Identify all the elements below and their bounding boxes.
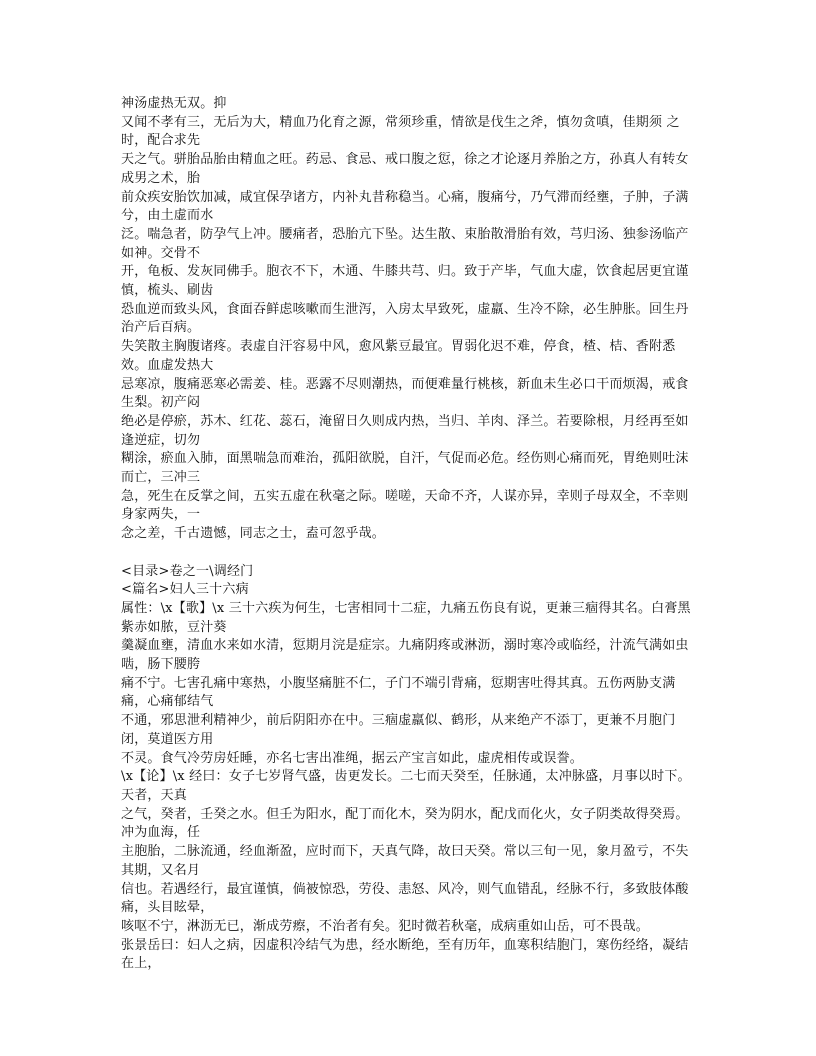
chapter-title: <篇名>妇人三十六病 [121,582,249,598]
text-line: 泛。喘急者，防孕气上冲。腰痛者，恐胎亢下坠。达生散、束胎散滑胎有效，芎归汤、独参汤临产如神。交骨不 [121,226,689,261]
text-line: 张景岳曰：妇人之病，因虚积冷结气为患，经水断绝，至有历年，血寒积结胞门，寒伤经络，凝结在上， [121,937,689,972]
catalog-heading: <目录>卷之一\调经门 [121,563,254,579]
text-line: 忌寒凉，腹痛恶寒必需姜、桂。恶露不尽则潮热，而便难量行桃核，新血未生必口干而烦渴，戒食生梨。初产闷 [121,376,689,411]
text-line: 绝必是停瘀，苏木、红花、蕊石，淹留日久则成内热，当归、羊肉、泽兰。若要除根，月经再至如逢逆症，切勿 [121,413,689,448]
text-line: 之气，癸者，壬癸之水。但壬为阳水，配丁而化木，癸为阴水，配戊而化火，女子阴类故得癸焉。冲为血海，任 [121,806,689,841]
document-page [121,95,699,974]
text-line: 羹凝血壅，清血水来如水清，愆期月浣是症宗。九痛阴疼或淋沥，溺时寒冷或临经，汁流气满如虫啮，肠下腰胯 [121,638,689,673]
text-section-thirty-six-diseases [121,563,699,974]
text-line: 开，龟板、发灰同佛手。胞衣不下，木通、牛膝共芎、归。致于产毕，气血大虚，饮食起居更宜谨慎，梳头、刷齿 [121,264,689,299]
text-line: 主胞胎，二脉流通，经血渐盈，应时而下，天真气降，故曰天癸。常以三旬一见，象月盈亏，不失其期，又名月 [121,844,689,878]
text-line: 属性：\x【歌】\x 三十六疾为何生，七害相同十二症，九痛五伤良有说，更兼三痼得其名。白膏黑紫赤如脓，豆汁葵 [121,600,691,635]
text-line: 痛不宁。七害孔痛中寒热，小腹坚痛脏不仁，子门不端引背痛，愆期害吐得其真。五伤两胁支满痛，心痛郁结气 [121,675,676,710]
text-line: 失笑散主胸腹诸疼。表虚自汗容易中风，愈风紫豆最宜。胃弱化迟不难，停食，楂、桔、香附悉效。血虚发热大 [121,339,676,373]
text-line: 糊涂，瘀血入肺，面黑喘急而难治，孤阳欲脱，自汗，气促而必危。经伤则心痛而死，胃绝则吐沫而亡，三冲三 [121,451,689,486]
text-line: 信也。若遇经行，最宜谨慎，倘被惊恐，劳役、恚怒、风冷，则气血错乱，经脉不行，多致肢体酸痛，头目眩晕， [121,881,689,916]
text-line: 又闻不孝有三，无后为大，精血乃化育之源，常须珍重，情欲是伐生之斧，慎勿贪嗔，佳期须 之时，配合求先 [121,114,680,149]
paragraph-gap [121,544,699,563]
text-line: 不灵。食气冷劳房妊睡，亦名七害出准绳，据云产宝言如此，虚虎相传或误誊。 [121,750,584,766]
text-line: 念之差，千古遗憾，同志之士，盍可忽乎哉。 [121,526,386,542]
text-line: 急，死生在反掌之间，五实五虚在秋毫之际。嗟嗟，天命不齐，人谋亦异，幸则子母双全，不幸则身家两失，一 [121,488,689,523]
text-line: 恐血逆而致头风，食面吞鲜虑咳嗽而生泄泻，入房太早致死，虚羸、生冷不除，必生肿胀。回生丹治产后百病。 [121,301,689,336]
text-line: 天之气。骈胎品胎由精血之旺。药忌、食忌、戒口腹之愆，徐之才论逐月养胎之方，孙真人有转女成男之术，胎 [121,152,689,186]
text-line: 不通，邪思泄利精神少，前后阴阳亦在中。三痼虚羸似、鹤形，从来绝产不添丁，更兼不月胞门闭，莫道医方用 [121,713,676,747]
text-line: 前众疾安胎饮加减，咸宜保孕诸方，内补丸昔称稳当。心痛，腹痛兮，乃气滞而经壅，子肿，子满兮，由土虚而水 [121,189,689,224]
text-line: \x【论】\x 经曰：女子七岁肾气盛，齿更发长。二七而天癸至，任脉通，太冲脉盛，月事以时下。天者，天真 [121,769,691,803]
text-section-intro [121,95,699,544]
text-line: 神汤虚热无双。抑 [121,96,227,111]
text-line: 咳呕不宁，淋沥无已，渐成劳瘵，不治者有矣。犯时微若秋毫，成病重如山岳，可不畏哉。 [121,918,650,934]
